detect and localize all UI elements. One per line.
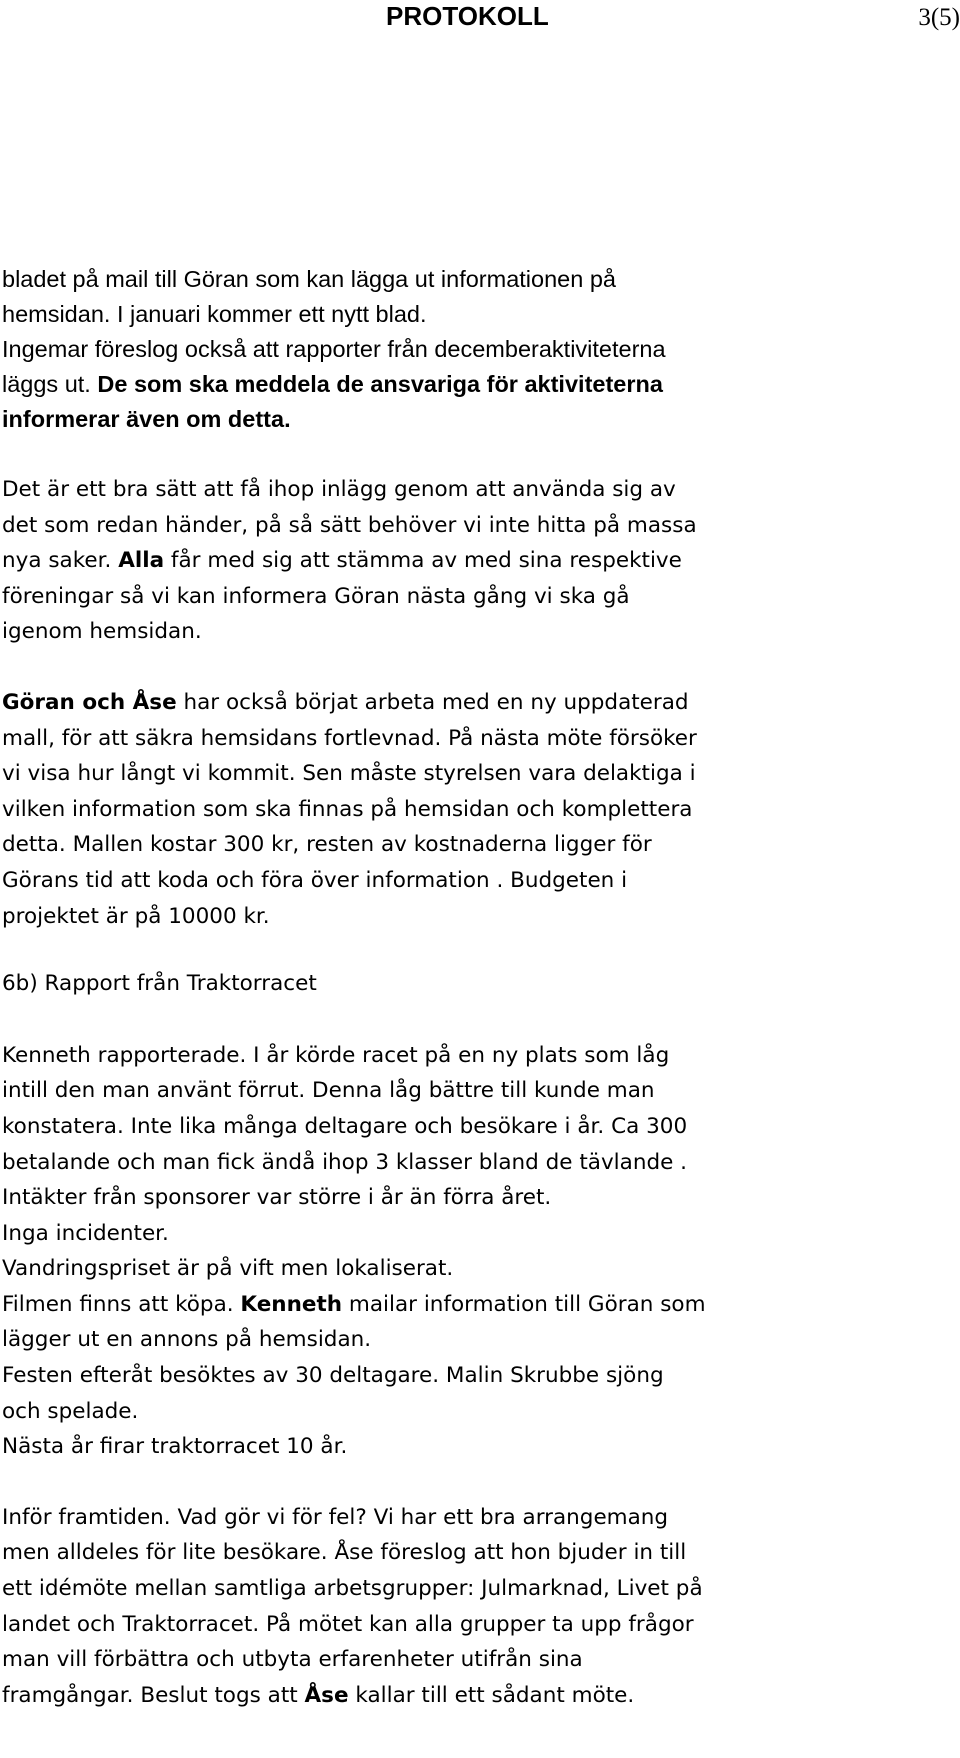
- text-line: lägger ut en annons på hemsidan.: [2, 1327, 372, 1353]
- text-line: Nästa år firar traktorracet 10 år.: [2, 1434, 348, 1460]
- paragraph-template: [2, 685, 957, 934]
- page-number: 3(5): [918, 4, 960, 31]
- text-run: läggs ut.: [2, 371, 98, 397]
- text-line: Intäkter från sponsorer var större i år än förra året.: [2, 1185, 552, 1211]
- text-line: [2, 685, 957, 721]
- text-run: mailar information till Göran som: [342, 1291, 706, 1317]
- text-line: och spelade.: [2, 1398, 139, 1424]
- text-run: kallar till ett sådant möte.: [348, 1682, 635, 1708]
- text-line: men alldeles för lite besökare. Åse föreslog att hon bjuder in till: [2, 1540, 687, 1566]
- paragraph-tractor-report: [2, 1038, 957, 1465]
- text-line: intill den man använt förrut. Denna låg bättre till kunde man: [2, 1078, 655, 1104]
- text-line: igenom hemsidan.: [2, 619, 202, 645]
- text-line: landet och Traktorracet. På mötet kan alla grupper ta upp frågor: [2, 1611, 694, 1637]
- paragraph-posts: [2, 472, 957, 650]
- text-line: Det är ett bra sätt att få ihop inlägg genom att använda sig av: [2, 477, 676, 502]
- bold-text: Åse: [304, 1682, 349, 1708]
- paragraph-website-info: [2, 262, 957, 437]
- text-run: nya saker.: [2, 548, 119, 574]
- text-line: detta. Mallen kostar 300 kr, resten av kostnaderna ligger för: [2, 832, 652, 858]
- text-line: Inga incidenter.: [2, 1220, 169, 1246]
- text-line: Inför framtiden. Vad gör vi för fel? Vi har ett bra arrangemang: [2, 1504, 669, 1530]
- text-line: bladet på mail till Göran som kan lägga ut informationen på: [2, 266, 616, 292]
- text-line: [2, 1287, 957, 1323]
- text-line: Festen efteråt besöktes av 30 deltagare. Malin Skrubbe sjöng: [2, 1363, 664, 1389]
- text-line: hemsidan. I januari kommer ett nytt blad.: [2, 301, 427, 327]
- bold-text-line: informerar även om detta.: [2, 406, 291, 432]
- text-line: vilken information som ska finnas på hemsidan och komplettera: [2, 796, 693, 822]
- document-body: [2, 262, 957, 1713]
- text-run: har också börjat arbeta med en ny uppdaterad: [176, 689, 689, 715]
- text-line: betalande och man fick ändå ihop 3 klasser bland de tävlande .: [2, 1149, 687, 1175]
- text-line: projektet är på 10000 kr.: [2, 903, 270, 929]
- bold-text: De som ska meddela de ansvariga för aktiviteterna: [97, 371, 663, 397]
- text-line: Ingemar föreslog också att rapporter från decemberaktiviteterna: [2, 336, 666, 362]
- text-run: får med sig att stämma av med sina respektive: [164, 548, 682, 574]
- text-line: vi visa hur långt vi kommit. Sen måste styrelsen vara delaktiga i: [2, 761, 696, 787]
- section-heading: [2, 966, 957, 1002]
- text-line: [2, 367, 957, 402]
- bold-text: Kenneth: [240, 1291, 343, 1317]
- text-run: framgångar. Beslut togs att: [2, 1682, 305, 1708]
- text-line: Vandringspriset är på vift men lokaliserat.: [2, 1256, 454, 1282]
- document-title: PROTOKOLL: [386, 1, 549, 31]
- text-line: man vill förbättra och utbyta erfarenheter utifrån sina: [2, 1647, 583, 1673]
- text-run: Filmen finns att köpa.: [2, 1291, 241, 1317]
- text-line: det som redan händer, på så sätt behöver vi inte hitta på massa: [2, 512, 697, 538]
- section-heading-text: 6b) Rapport från Traktorracet: [2, 971, 317, 997]
- text-line: konstatera. Inte lika många deltagare och besökare i år. Ca 300: [2, 1113, 688, 1139]
- text-line: mall, för att säkra hemsidans fortlevnad. På nästa möte försöker: [2, 725, 697, 751]
- text-line: [2, 1678, 957, 1714]
- text-line: föreningar så vi kan informera Göran nästa gång vi ska gå: [2, 583, 630, 609]
- bold-text: Alla: [118, 548, 165, 574]
- text-line: ett idémöte mellan samtliga arbetsgrupper: Julmarknad, Livet på: [2, 1576, 703, 1602]
- bold-text: Göran och Åse: [2, 689, 177, 715]
- text-line: [2, 543, 957, 579]
- text-line: Kenneth rapporterade. I år körde racet på en ny plats som låg: [2, 1042, 670, 1068]
- paragraph-future: [2, 1500, 957, 1714]
- text-line: Görans tid att koda och föra över information . Budgeten i: [2, 867, 628, 893]
